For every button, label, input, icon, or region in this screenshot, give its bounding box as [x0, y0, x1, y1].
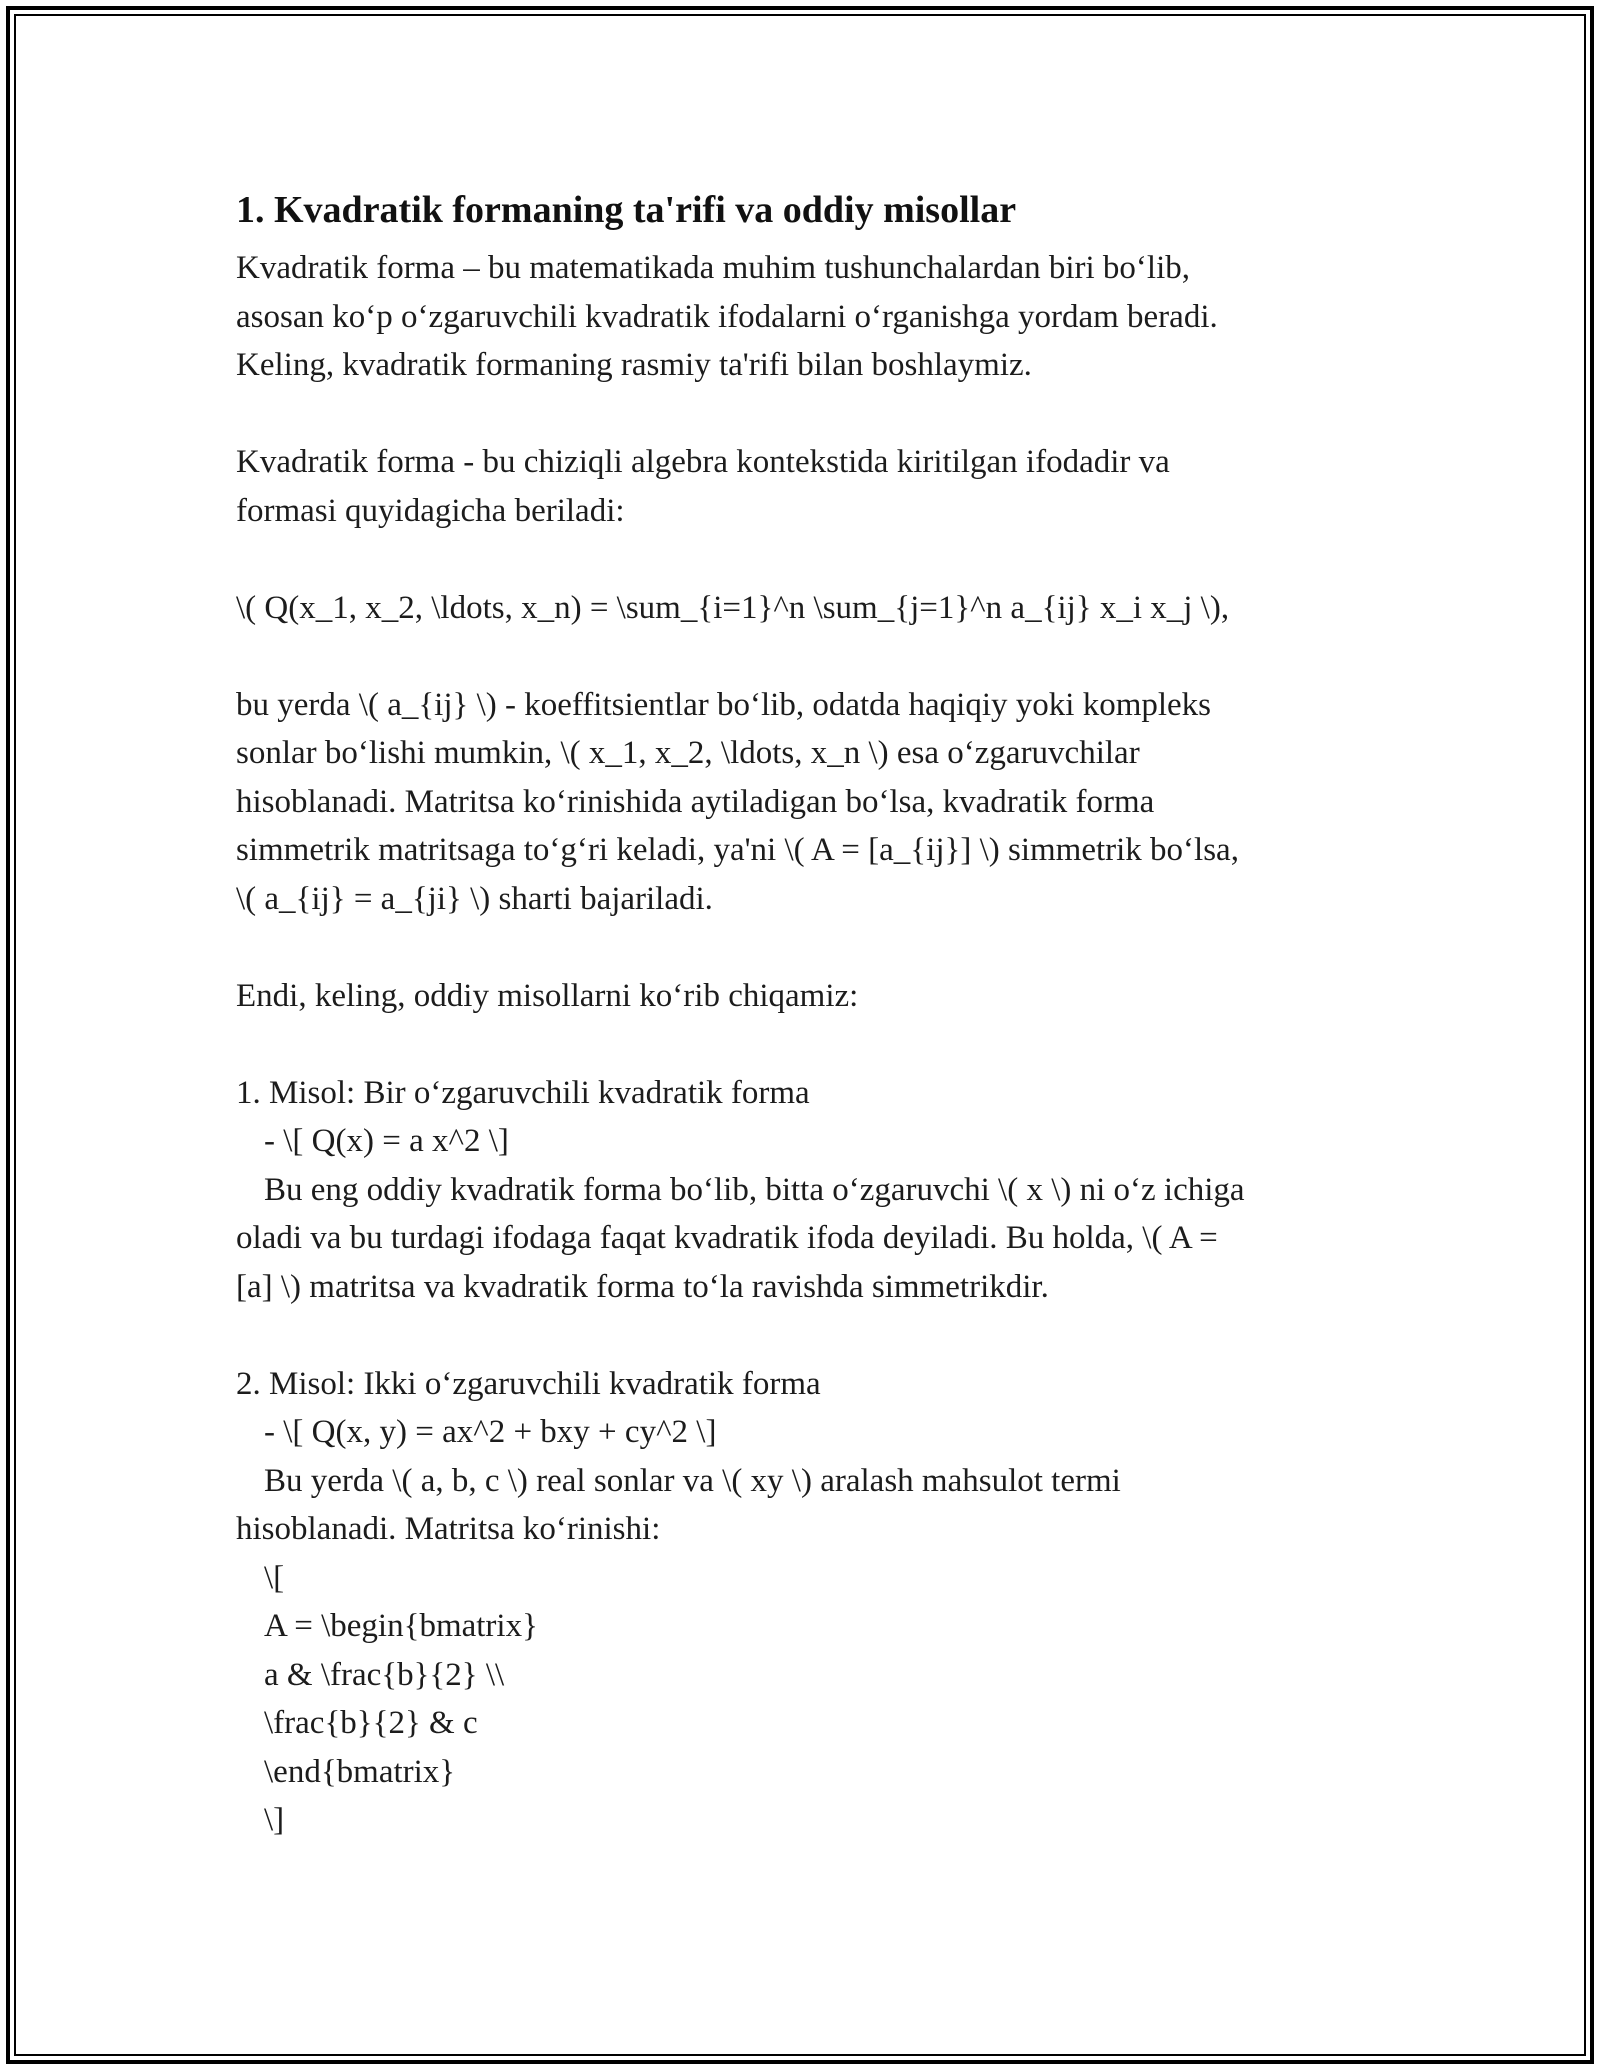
text-line: \( a_{ij} = a_{ji} \) sharti bajariladi. — [236, 880, 713, 917]
matrix-line: \frac{b}{2} & c — [264, 1705, 478, 1741]
explanation-paragraph — [236, 681, 1366, 924]
matrix-line: \[ — [264, 1559, 285, 1596]
document-body — [236, 186, 1366, 1845]
matrix-line: \end{bmatrix} — [264, 1753, 456, 1790]
intro-paragraph — [236, 244, 1366, 390]
text-line: bu yerda \( a_{ij} \) - koeffitsientlar bo‘lib, odatda haqiqiy yoki kompleks — [236, 686, 1212, 723]
text-line: sonlar bo‘lishi mumkin, \( x_1, x_2, \ldots, x_n \) esa o‘zgaruvchilar — [236, 735, 1140, 771]
example-1 — [236, 1069, 1366, 1312]
matrix-line: A = \begin{bmatrix} — [264, 1608, 538, 1644]
text-line: [a] \) matritsa va kvadratik forma to‘la ravishda simmetrikdir. — [236, 1268, 1049, 1305]
text-line: oladi va bu turdagi ifodaga faqat kvadratik ifoda deyiladi. Bu holda, \( A = — [236, 1220, 1218, 1256]
example-title: 1. Misol: Bir o‘zgaruvchili kvadratik forma — [236, 1074, 810, 1111]
example-title: 2. Misol: Ikki o‘zgaruvchili kvadratik forma — [236, 1365, 821, 1402]
section-heading: 1. Kvadratik formaning ta'rifi va oddiy misollar — [236, 189, 1017, 231]
text-line: Keling, kvadratik formaning rasmiy ta'rifi bilan boshlaymiz. — [236, 347, 1032, 383]
main-formula: \( Q(x_1, x_2, \ldots, x_n) = \sum_{i=1}^n \sum_{j=1}^n a_{ij} x_i x_j \), — [236, 589, 1230, 626]
text-line: hisoblanadi. Matritsa ko‘rinishi: — [236, 1511, 661, 1547]
examples-intro: Endi, keling, oddiy misollarni ko‘rib chiqamiz: — [236, 977, 859, 1014]
example-formula: - \[ Q(x, y) = ax^2 + bxy + cy^2 \] — [264, 1414, 717, 1450]
text-line: Bu eng oddiy kvadratik forma bo‘lib, bitta o‘zgaruvchi \( x \) ni o‘z ichiga — [264, 1171, 1245, 1208]
definition-paragraph — [236, 438, 1366, 535]
text-line: Kvadratik forma – bu matematikada muhim tushunchalardan biri bo‘lib, — [236, 250, 1190, 286]
text-line: Bu yerda \( a, b, c \) real sonlar va \( xy \) aralash mahsulot termi — [264, 1462, 1121, 1499]
text-line: simmetrik matritsaga to‘g‘ri keladi, ya'ni \( A = [a_{ij}] \) simmetrik bo‘lsa, — [236, 832, 1239, 868]
text-line: hisoblanadi. Matritsa ko‘rinishida aytiladigan bo‘lsa, kvadratik forma — [236, 783, 1155, 820]
example-formula: - \[ Q(x) = a x^2 \] — [264, 1123, 509, 1159]
text-line: asosan ko‘p o‘zgaruvchili kvadratik ifodalarni o‘rganishga yordam beradi. — [236, 298, 1218, 335]
matrix-line: \] — [264, 1802, 285, 1838]
matrix-line: a & \frac{b}{2} \\ — [264, 1656, 505, 1693]
text-line: formasi quyidagicha beriladi: — [236, 492, 625, 529]
text-line: Kvadratik forma - bu chiziqli algebra kontekstida kiritilgan ifodadir va — [236, 444, 1170, 480]
example-2 — [236, 1360, 1366, 1845]
